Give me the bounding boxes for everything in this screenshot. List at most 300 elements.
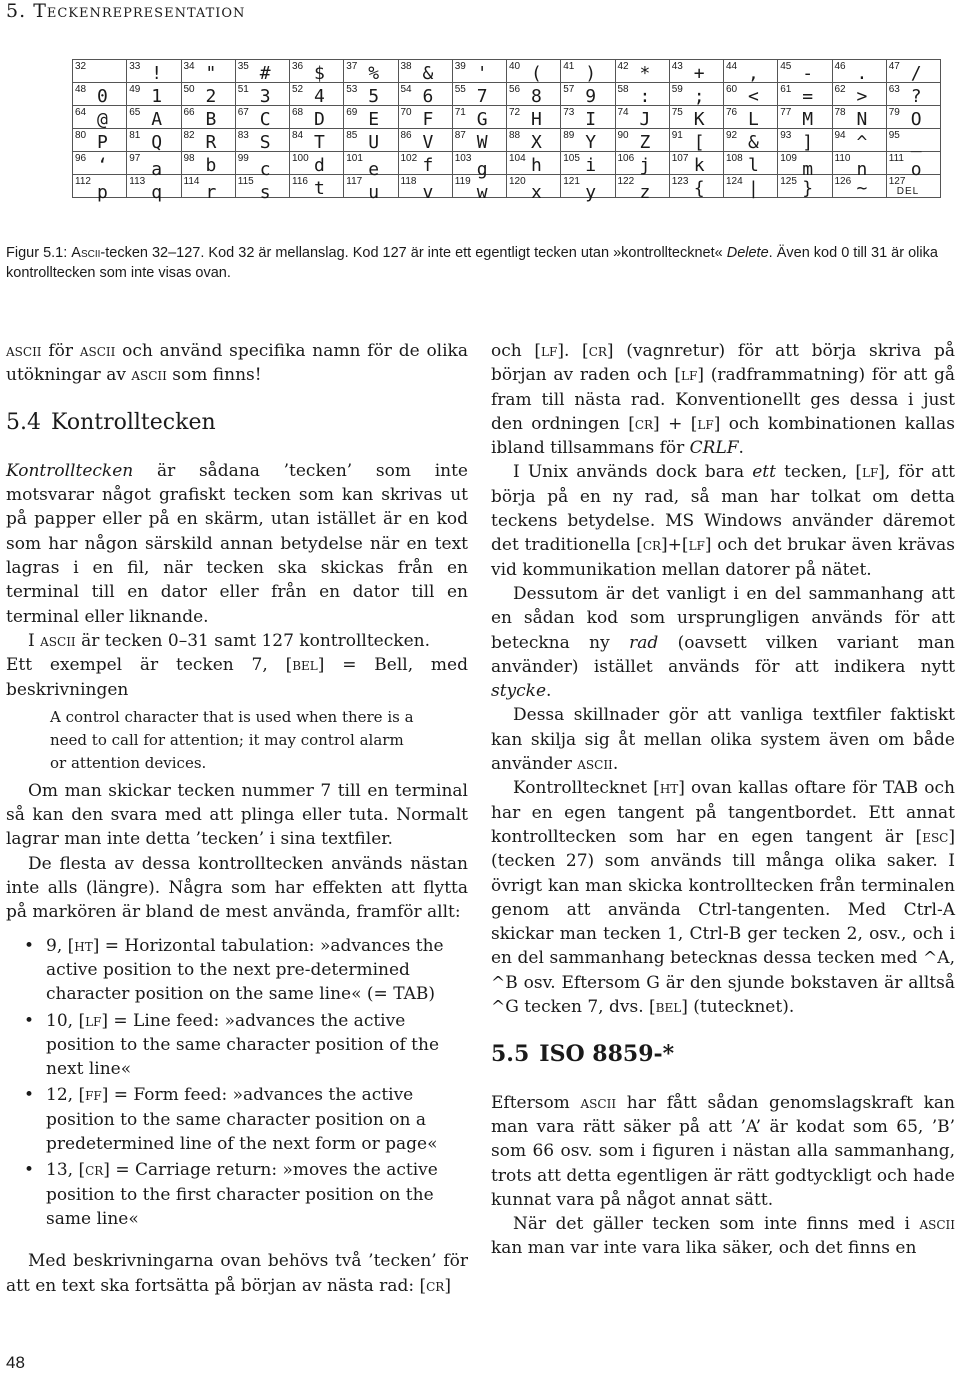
ascii-glyph: 4 bbox=[314, 86, 325, 107]
ascii-code: 73 bbox=[563, 107, 575, 118]
ascii-cell bbox=[615, 129, 669, 152]
ascii-code: 59 bbox=[671, 84, 683, 95]
ascii-glyph: e bbox=[368, 159, 380, 180]
ascii-code: 111 bbox=[888, 153, 904, 164]
ascii-cell bbox=[561, 129, 615, 152]
ascii-code: 50 bbox=[183, 84, 195, 95]
ascii-code: 94 bbox=[834, 130, 846, 141]
ascii-glyph: ) bbox=[585, 63, 597, 84]
ascii-cell bbox=[832, 106, 886, 129]
ascii-cell bbox=[127, 175, 181, 203]
ascii-code: 72 bbox=[509, 107, 521, 118]
ascii-cell bbox=[561, 152, 615, 175]
ascii-glyph: A bbox=[151, 109, 163, 130]
ascii-glyph: # bbox=[259, 63, 271, 84]
ascii-cell bbox=[290, 83, 344, 106]
ascii-glyph: K bbox=[693, 109, 705, 130]
paragraph: Med beskrivningarna ovan behövs två ’tecken’ för att en text ska fortsätta på början av nästa rad: [cr] bbox=[6, 1251, 468, 1296]
ascii-code: 38 bbox=[400, 61, 412, 72]
paragraph: Kontrolltecknet [ht] ovan kallas oftare för TAB och har en egen tangent på tangentbordet. Ett annat kontrolltecken som har en egen tangent är [esc] (tecken 27) som används till många olika saker. I övrigt kan man skicka kontrolltecken från terminalen genom att använda Ctrl-tangenten. Med Ctrl-A skickar man tecken 1, Ctrl-B ger tecken 2, osv., och i en del sammanhang betecknas dessa tecken med ^A, ^B osv. Eftersom G är den sjunde bokstaven är alltså ^G tecken 7, dvs. [bel] (tutecknet). bbox=[491, 778, 955, 1018]
ascii-glyph: $ bbox=[314, 63, 325, 84]
ascii-cell bbox=[452, 60, 506, 83]
ascii-glyph: DEL bbox=[896, 186, 920, 197]
ascii-code: 120 bbox=[509, 176, 526, 187]
ascii-glyph: H bbox=[531, 109, 542, 130]
ascii-glyph: 8 bbox=[531, 86, 542, 107]
ascii-glyph: v bbox=[422, 182, 434, 203]
ascii-cell bbox=[724, 83, 778, 106]
ascii-code: 87 bbox=[454, 130, 466, 141]
ascii-code: 40 bbox=[509, 61, 521, 72]
ascii-cell bbox=[344, 152, 398, 180]
ascii-cell bbox=[724, 129, 778, 152]
ascii-cell bbox=[724, 175, 778, 198]
ascii-glyph: | bbox=[748, 178, 759, 199]
ascii-glyph: 6 bbox=[422, 86, 434, 107]
ascii-code: 39 bbox=[454, 61, 466, 72]
ascii-cell bbox=[181, 175, 235, 203]
ascii-code: 35 bbox=[237, 61, 249, 72]
ascii-glyph: g bbox=[476, 159, 488, 180]
ascii-cell bbox=[344, 60, 398, 83]
ascii-code: 93 bbox=[780, 130, 792, 141]
ascii-cell bbox=[398, 129, 452, 152]
ascii-code: 36 bbox=[292, 61, 304, 72]
ascii-glyph: m bbox=[802, 159, 814, 180]
ascii-cell bbox=[615, 175, 669, 203]
ascii-cell bbox=[181, 106, 235, 129]
paragraph: De flesta av dessa kontrolltecken används nästan inte alls (längre). Några som har effekten att flytta på markören är bland de mest använda, framför allt: bbox=[6, 853, 468, 923]
ascii-code: 43 bbox=[671, 61, 683, 72]
ascii-cell bbox=[778, 152, 832, 180]
ascii-glyph: W bbox=[476, 132, 488, 153]
ascii-glyph: > bbox=[856, 86, 868, 107]
ascii-cell bbox=[344, 129, 398, 152]
ascii-code: 88 bbox=[509, 130, 521, 141]
ascii-glyph: t bbox=[314, 178, 325, 199]
ascii-code: 66 bbox=[183, 107, 195, 118]
caption-label: Figur 5.1: bbox=[6, 245, 68, 261]
ascii-glyph: P bbox=[97, 132, 108, 153]
paragraph: Om man skickar tecken nummer 7 till en terminal så kan den svara med att plinga eller tuta. Normalt lagrar man inte detta ’tecken’ i sina textfiler. bbox=[6, 780, 468, 850]
block-quote: A control character that is used when there is a need to call for attention; it may control alarm or attention devices. bbox=[50, 707, 414, 772]
ascii-glyph: G bbox=[476, 109, 488, 130]
ascii-cell bbox=[73, 60, 127, 83]
ascii-glyph: a bbox=[151, 159, 163, 180]
ascii-cell bbox=[344, 83, 398, 106]
ascii-glyph: z bbox=[639, 182, 651, 203]
ascii-code: 37 bbox=[346, 61, 358, 72]
ascii-glyph: C bbox=[259, 109, 271, 130]
ascii-cell bbox=[235, 83, 289, 106]
ascii-code: 123 bbox=[671, 176, 689, 187]
ascii-cell bbox=[290, 175, 344, 198]
ascii-code: 60 bbox=[726, 84, 738, 95]
ascii-glyph: , bbox=[748, 63, 759, 84]
ascii-code: 97 bbox=[129, 153, 141, 164]
table-row bbox=[73, 152, 941, 175]
ascii-glyph: O bbox=[910, 109, 922, 130]
ascii-code: 44 bbox=[726, 61, 738, 72]
table-row bbox=[73, 129, 941, 152]
ascii-code: 99 bbox=[237, 153, 249, 164]
ascii-code: 85 bbox=[346, 130, 358, 141]
ascii-glyph: M bbox=[802, 109, 814, 130]
ascii-code: 56 bbox=[509, 84, 521, 95]
ascii-code: 102 bbox=[400, 153, 418, 164]
ascii-glyph: U bbox=[368, 132, 380, 153]
ascii-code: 126 bbox=[834, 176, 852, 187]
ascii-cell bbox=[886, 83, 940, 106]
ascii-glyph: [ bbox=[693, 132, 705, 153]
ascii-glyph: Y bbox=[585, 132, 597, 153]
ascii-code: 112 bbox=[75, 176, 91, 187]
ascii-cell bbox=[398, 152, 452, 175]
ascii-glyph: _ bbox=[910, 132, 922, 153]
ascii-cell bbox=[724, 152, 778, 175]
section-heading-5-5: 5.5 ISO 8859-* bbox=[491, 1041, 675, 1068]
ascii-code: 98 bbox=[183, 153, 195, 164]
ascii-glyph: . bbox=[856, 63, 868, 84]
ascii-glyph: i bbox=[585, 155, 597, 176]
ascii-glyph: b bbox=[205, 155, 217, 176]
section-heading-5-4: 5.4 Kontrolltecken bbox=[6, 409, 216, 435]
ascii-glyph: x bbox=[531, 182, 542, 203]
ascii-code: 75 bbox=[671, 107, 683, 118]
ascii-glyph: = bbox=[802, 86, 814, 107]
table-row bbox=[73, 175, 941, 198]
ascii-glyph: p bbox=[97, 182, 108, 203]
ascii-glyph: 7 bbox=[476, 86, 488, 107]
page-number: 48 bbox=[6, 1353, 25, 1372]
ascii-cell bbox=[886, 152, 940, 180]
ascii-glyph: < bbox=[748, 86, 759, 107]
paragraph: och [lf]. [cr] (vagnretur) för att börja skriva på början av raden och [lf] (radframmatning) för att gå fram till nästa rad. Konventionellt ges dessa i just den ordningen [cr] + [lf] och kombinationen kallas ibland tillsammans för CRLF. bbox=[491, 341, 956, 459]
ascii-cell bbox=[235, 152, 289, 180]
ascii-glyph: : bbox=[639, 86, 651, 107]
ascii-cell bbox=[398, 83, 452, 106]
ascii-code: 90 bbox=[617, 130, 629, 141]
ascii-glyph: o bbox=[910, 159, 922, 180]
ascii-code: 74 bbox=[617, 107, 629, 118]
ascii-glyph: k bbox=[693, 155, 705, 176]
ascii-cell bbox=[778, 129, 832, 152]
ascii-code: 45 bbox=[780, 61, 792, 72]
ascii-code: 118 bbox=[400, 176, 417, 187]
ascii-cell bbox=[886, 60, 940, 83]
ascii-code: 77 bbox=[780, 107, 792, 118]
ascii-code: 33 bbox=[129, 61, 141, 72]
ascii-cell bbox=[452, 83, 506, 106]
table-row bbox=[73, 60, 941, 83]
ascii-code: 100 bbox=[292, 153, 309, 164]
ascii-code: 116 bbox=[292, 176, 308, 187]
ascii-glyph: D bbox=[314, 109, 325, 130]
ascii-code: 82 bbox=[183, 130, 195, 141]
ascii-glyph: n bbox=[856, 159, 868, 180]
ascii-code: 127 bbox=[888, 176, 906, 187]
ascii-code: 46 bbox=[834, 61, 846, 72]
ascii-cell bbox=[778, 83, 832, 106]
ascii-code: 42 bbox=[617, 61, 629, 72]
ascii-code: 95 bbox=[888, 130, 900, 141]
ascii-cell bbox=[181, 129, 235, 152]
ascii-cell bbox=[398, 106, 452, 129]
ascii-cell bbox=[561, 175, 615, 203]
ascii-cell bbox=[127, 106, 181, 129]
ascii-code: 83 bbox=[237, 130, 249, 141]
ascii-cell bbox=[615, 60, 669, 83]
ascii-code: 61 bbox=[780, 84, 792, 95]
ascii-cell bbox=[724, 60, 778, 83]
ascii-glyph: N bbox=[856, 109, 868, 130]
ascii-code: 67 bbox=[237, 107, 249, 118]
chapter-title: Teckenrepresentation bbox=[33, 0, 246, 22]
ascii-cell bbox=[561, 106, 615, 129]
ascii-cell bbox=[832, 83, 886, 106]
table-row bbox=[73, 106, 941, 129]
ascii-code: 86 bbox=[400, 130, 412, 141]
ascii-glyph: l bbox=[748, 155, 759, 176]
ascii-cell bbox=[886, 106, 940, 129]
ascii-cell bbox=[73, 129, 127, 152]
ascii-cell bbox=[669, 175, 723, 198]
ascii-code: 124 bbox=[726, 176, 743, 187]
ascii-cell bbox=[778, 106, 832, 129]
ascii-glyph: c bbox=[259, 159, 271, 180]
ascii-cell bbox=[73, 83, 127, 106]
ascii-cell bbox=[615, 106, 669, 129]
ascii-glyph: Q bbox=[151, 132, 163, 153]
ascii-code: 106 bbox=[617, 153, 635, 164]
ascii-code: 57 bbox=[563, 84, 575, 95]
ascii-cell bbox=[73, 152, 127, 175]
ascii-cell bbox=[669, 129, 723, 152]
ascii-code: 114 bbox=[183, 176, 200, 187]
ascii-glyph: & bbox=[422, 63, 434, 84]
ascii-cell bbox=[669, 106, 723, 129]
ascii-code: 48 bbox=[75, 84, 87, 95]
ascii-glyph: ' bbox=[476, 63, 488, 84]
ascii-cell bbox=[452, 129, 506, 152]
ascii-code: 96 bbox=[75, 153, 87, 164]
ascii-code: 108 bbox=[726, 153, 743, 164]
ascii-code: 68 bbox=[292, 107, 304, 118]
ascii-code: 34 bbox=[183, 61, 195, 72]
ascii-cell bbox=[127, 60, 181, 83]
ascii-glyph: } bbox=[802, 178, 814, 199]
ascii-cell bbox=[452, 152, 506, 180]
ascii-cell bbox=[615, 152, 669, 175]
ascii-glyph: ? bbox=[910, 86, 922, 107]
ascii-code: 76 bbox=[726, 107, 738, 118]
ascii-cell bbox=[398, 175, 452, 203]
ascii-glyph: - bbox=[802, 63, 814, 84]
bullet-list bbox=[6, 934, 468, 1232]
list-item: • 12, [ff] = Form feed: »advances the active position to the same character position on a predetermined line of the next form or page« bbox=[24, 1085, 438, 1155]
ascii-cell bbox=[507, 106, 561, 129]
left-column bbox=[6, 339, 468, 1298]
ascii-glyph: F bbox=[422, 109, 434, 130]
ascii-code: 113 bbox=[129, 176, 146, 187]
ascii-code: 62 bbox=[834, 84, 846, 95]
ascii-cell bbox=[507, 83, 561, 106]
right-column bbox=[491, 339, 955, 1261]
paragraph: Dessutom är det vanligt i en del sammanhang att en sådan kod som ursprungligen används för att beteckna ny rad (oavsett vilken variant man använder) istället används för att indikera nytt stycke. bbox=[491, 583, 955, 702]
ascii-glyph: 3 bbox=[259, 86, 271, 107]
ascii-code: 89 bbox=[563, 130, 575, 141]
ascii-code: 109 bbox=[780, 153, 797, 164]
ascii-code: 55 bbox=[454, 84, 466, 95]
ascii-glyph: % bbox=[368, 63, 380, 84]
ascii-code: 64 bbox=[75, 107, 87, 118]
ascii-glyph: / bbox=[910, 63, 922, 84]
ascii-glyph: r bbox=[205, 182, 217, 203]
ascii-glyph: @ bbox=[97, 109, 108, 130]
ascii-cell bbox=[127, 83, 181, 106]
ascii-cell bbox=[507, 60, 561, 83]
ascii-code: 105 bbox=[563, 153, 580, 164]
ascii-cell bbox=[127, 129, 181, 152]
ascii-glyph: d bbox=[314, 155, 325, 176]
paragraph: I Unix används dock bara ett tecken, [lf], för att börja på en ny rad, så man har tolkat om detta teckens betydelse. MS Windows använder däremot det traditionella [cr]+[lf] och det brukar även krävas vid kommunikation mellan datorer på nätet. bbox=[491, 462, 955, 580]
running-head bbox=[6, 0, 245, 22]
ascii-cell bbox=[561, 60, 615, 83]
ascii-cell bbox=[127, 152, 181, 180]
ascii-glyph: ^ bbox=[856, 132, 868, 153]
ascii-code: 53 bbox=[346, 84, 358, 95]
ascii-code: 80 bbox=[75, 130, 87, 141]
ascii-code: 54 bbox=[400, 84, 412, 95]
ascii-glyph: q bbox=[151, 182, 163, 203]
ascii-glyph: I bbox=[585, 109, 597, 130]
ascii-cell bbox=[886, 129, 940, 152]
ascii-cell bbox=[235, 129, 289, 152]
ascii-cell bbox=[344, 106, 398, 129]
ascii-code: 49 bbox=[129, 84, 141, 95]
ascii-cell bbox=[778, 175, 832, 198]
ascii-cell bbox=[290, 106, 344, 129]
paragraph: Dessa skillnader gör att vanliga textfiler faktiskt kan skilja sig åt mellan olika system även om både använder ascii. bbox=[491, 705, 955, 775]
ascii-glyph: 9 bbox=[585, 86, 597, 107]
ascii-cell bbox=[507, 152, 561, 175]
ascii-cell bbox=[290, 129, 344, 152]
ascii-code: 70 bbox=[400, 107, 412, 118]
ascii-glyph: Z bbox=[639, 132, 651, 153]
ascii-glyph: 5 bbox=[368, 86, 380, 107]
ascii-code: 81 bbox=[129, 130, 141, 141]
ascii-code: 107 bbox=[671, 153, 689, 164]
ascii-code: 51 bbox=[237, 84, 249, 95]
ascii-glyph: T bbox=[314, 132, 325, 153]
ascii-table bbox=[72, 59, 941, 203]
ascii-cell bbox=[561, 83, 615, 106]
ascii-cell bbox=[235, 106, 289, 129]
list-item: • 10, [lf] = Line feed: »advances the active position to the same character position of the next line« bbox=[24, 1010, 440, 1080]
ascii-glyph: " bbox=[205, 63, 217, 84]
ascii-glyph: ‘ bbox=[97, 155, 108, 176]
ascii-code: 78 bbox=[834, 107, 846, 118]
ascii-glyph: J bbox=[639, 109, 651, 130]
ascii-cell bbox=[507, 175, 561, 203]
ascii-glyph: E bbox=[368, 109, 380, 130]
list-item: • 13, [cr] = Carriage return: »moves the active position to the first character position on the same line« bbox=[24, 1160, 438, 1229]
ascii-glyph: V bbox=[422, 132, 434, 153]
ascii-code: 52 bbox=[292, 84, 304, 95]
ascii-cell bbox=[832, 152, 886, 180]
ascii-code: 79 bbox=[888, 107, 900, 118]
ascii-glyph: ( bbox=[531, 63, 542, 84]
ascii-code: 32 bbox=[75, 61, 87, 72]
ascii-glyph: B bbox=[205, 109, 217, 130]
ascii-cell bbox=[181, 60, 235, 83]
ascii-cell bbox=[452, 175, 506, 203]
table-row bbox=[73, 83, 941, 106]
ascii-glyph: u bbox=[368, 182, 380, 203]
ascii-cell bbox=[669, 60, 723, 83]
ascii-cell bbox=[398, 60, 452, 83]
ascii-code: 115 bbox=[237, 176, 254, 187]
ascii-code: 63 bbox=[888, 84, 900, 95]
ascii-cell bbox=[235, 175, 289, 203]
ascii-code: 92 bbox=[726, 130, 738, 141]
ascii-code: 84 bbox=[292, 130, 304, 141]
ascii-cell bbox=[290, 152, 344, 175]
ascii-cell bbox=[452, 106, 506, 129]
paragraph: Ett exempel är tecken 7, [bel] = Bell, med beskrivningen bbox=[6, 655, 468, 700]
paragraph: När det gäller tecken som inte finns med i ascii kan man var inte vara lika säker, och det finns en bbox=[491, 1214, 955, 1259]
ascii-cell bbox=[832, 129, 886, 152]
ascii-code: 125 bbox=[780, 176, 797, 187]
ascii-glyph: j bbox=[639, 155, 651, 176]
ascii-code: 110 bbox=[834, 153, 851, 164]
paragraph: I ascii är tecken 0–31 samt 127 kontrolltecken. bbox=[28, 630, 430, 651]
ascii-code: 103 bbox=[454, 153, 472, 164]
ascii-glyph: 1 bbox=[151, 86, 163, 107]
ascii-cell bbox=[181, 83, 235, 106]
ascii-cell bbox=[832, 175, 886, 198]
ascii-code: 71 bbox=[454, 107, 466, 118]
ascii-cell bbox=[669, 152, 723, 175]
ascii-glyph: S bbox=[259, 132, 271, 153]
paragraph: Kontrolltecken är sådana ’tecken’ som inte motsvarar något grafiskt tecken som kan skrivas ut på papper eller på en skärm, utan istället är en kod som har någon särskild annan betydelse när en text lagras i en fil, när tecken ska skickas från en terminal till en dator eller från en dator till en terminal eller liknande. bbox=[6, 460, 468, 627]
ascii-code: 65 bbox=[129, 107, 141, 118]
paragraph: ascii för ascii och använd specifika namn för de olika utökningar av ascii som finns! bbox=[6, 341, 468, 386]
ascii-glyph: R bbox=[205, 132, 217, 153]
ascii-code: 122 bbox=[617, 176, 635, 187]
ascii-code: 41 bbox=[563, 61, 575, 72]
chapter-number: 5. bbox=[6, 0, 27, 22]
ascii-cell bbox=[832, 60, 886, 83]
ascii-glyph: + bbox=[693, 63, 705, 84]
ascii-code: 47 bbox=[888, 61, 900, 72]
ascii-cell bbox=[235, 60, 289, 83]
ascii-glyph: 2 bbox=[205, 86, 217, 107]
ascii-glyph: f bbox=[422, 155, 434, 176]
list-item: • 9, [ht] = Horizontal tabulation: »advances the active position to the next pre-determined character position on the same line« (= TAB) bbox=[24, 935, 444, 1005]
ascii-glyph: * bbox=[639, 63, 651, 84]
paragraph: Eftersom ascii har fått sådan genomslagskraft kan man vara rätt säker på att ’A’ är kodat som 65, ’B’ som 66 osv. som i figuren i nästan alla sammanhang, trots att detta egentligen är rätt godtyckligt och hade kunnat vara på något annat sätt. bbox=[491, 1092, 955, 1210]
ascii-glyph: s bbox=[259, 182, 271, 203]
ascii-glyph: 0 bbox=[97, 86, 108, 107]
ascii-cell bbox=[290, 60, 344, 83]
ascii-cell bbox=[724, 106, 778, 129]
ascii-code: 91 bbox=[671, 130, 683, 141]
ascii-cell bbox=[507, 129, 561, 152]
ascii-cell bbox=[669, 83, 723, 106]
ascii-glyph: { bbox=[693, 178, 705, 199]
ascii-glyph: w bbox=[476, 182, 488, 203]
